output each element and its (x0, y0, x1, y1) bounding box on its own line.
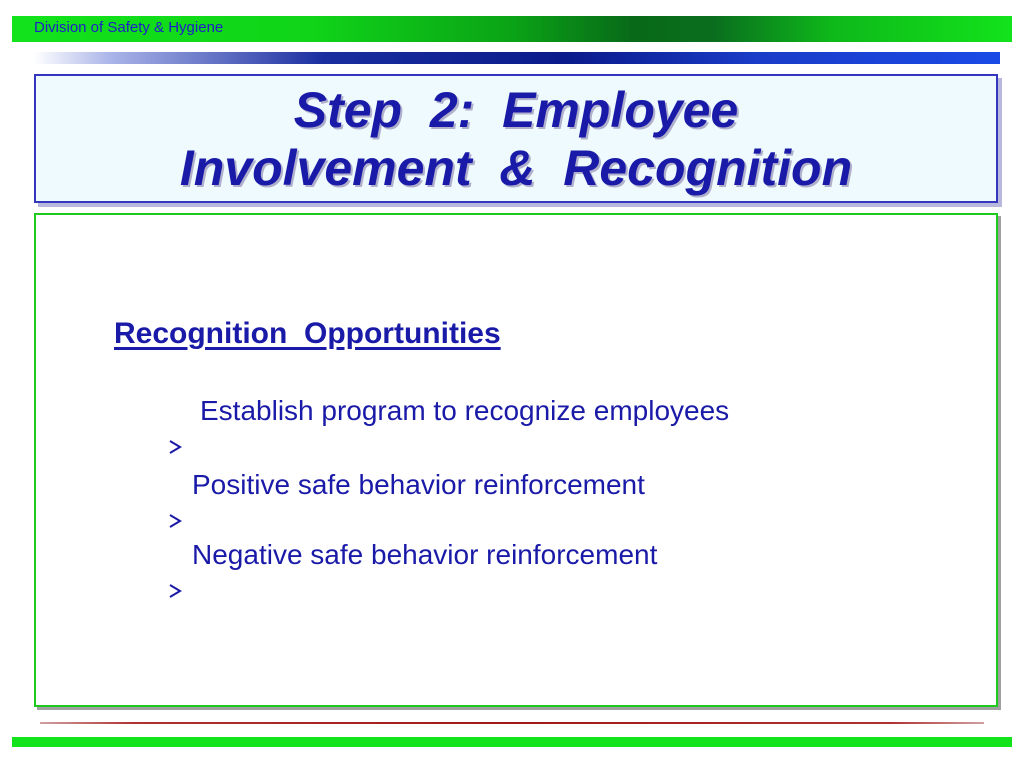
header-accent-bar (34, 52, 1000, 64)
slide-title-line-2: Involvement & Recognition (179, 140, 853, 196)
arrow-bullet-icon (168, 547, 182, 563)
arrow-bullet-icon (168, 477, 182, 493)
content-box (34, 213, 998, 707)
header-band (12, 16, 1012, 42)
bullet-item (168, 395, 729, 427)
bullet-text: Negative safe behavior reinforcement (192, 539, 658, 570)
bullet-text: Positive safe behavior reinforcement (192, 469, 645, 500)
bullet-item (168, 539, 657, 571)
slide-title-line-1: Step 2: Employee (293, 82, 739, 138)
footer-band (12, 737, 1012, 747)
bullet-text: Establish program to recognize employees (200, 395, 730, 426)
section-heading: Recognition Opportunities (114, 317, 501, 350)
bullet-item (168, 469, 645, 501)
arrow-bullet-icon (168, 403, 182, 419)
division-label: Division of Safety & Hygiene (34, 19, 224, 36)
title-box (34, 74, 998, 203)
footer-divider (40, 722, 984, 724)
